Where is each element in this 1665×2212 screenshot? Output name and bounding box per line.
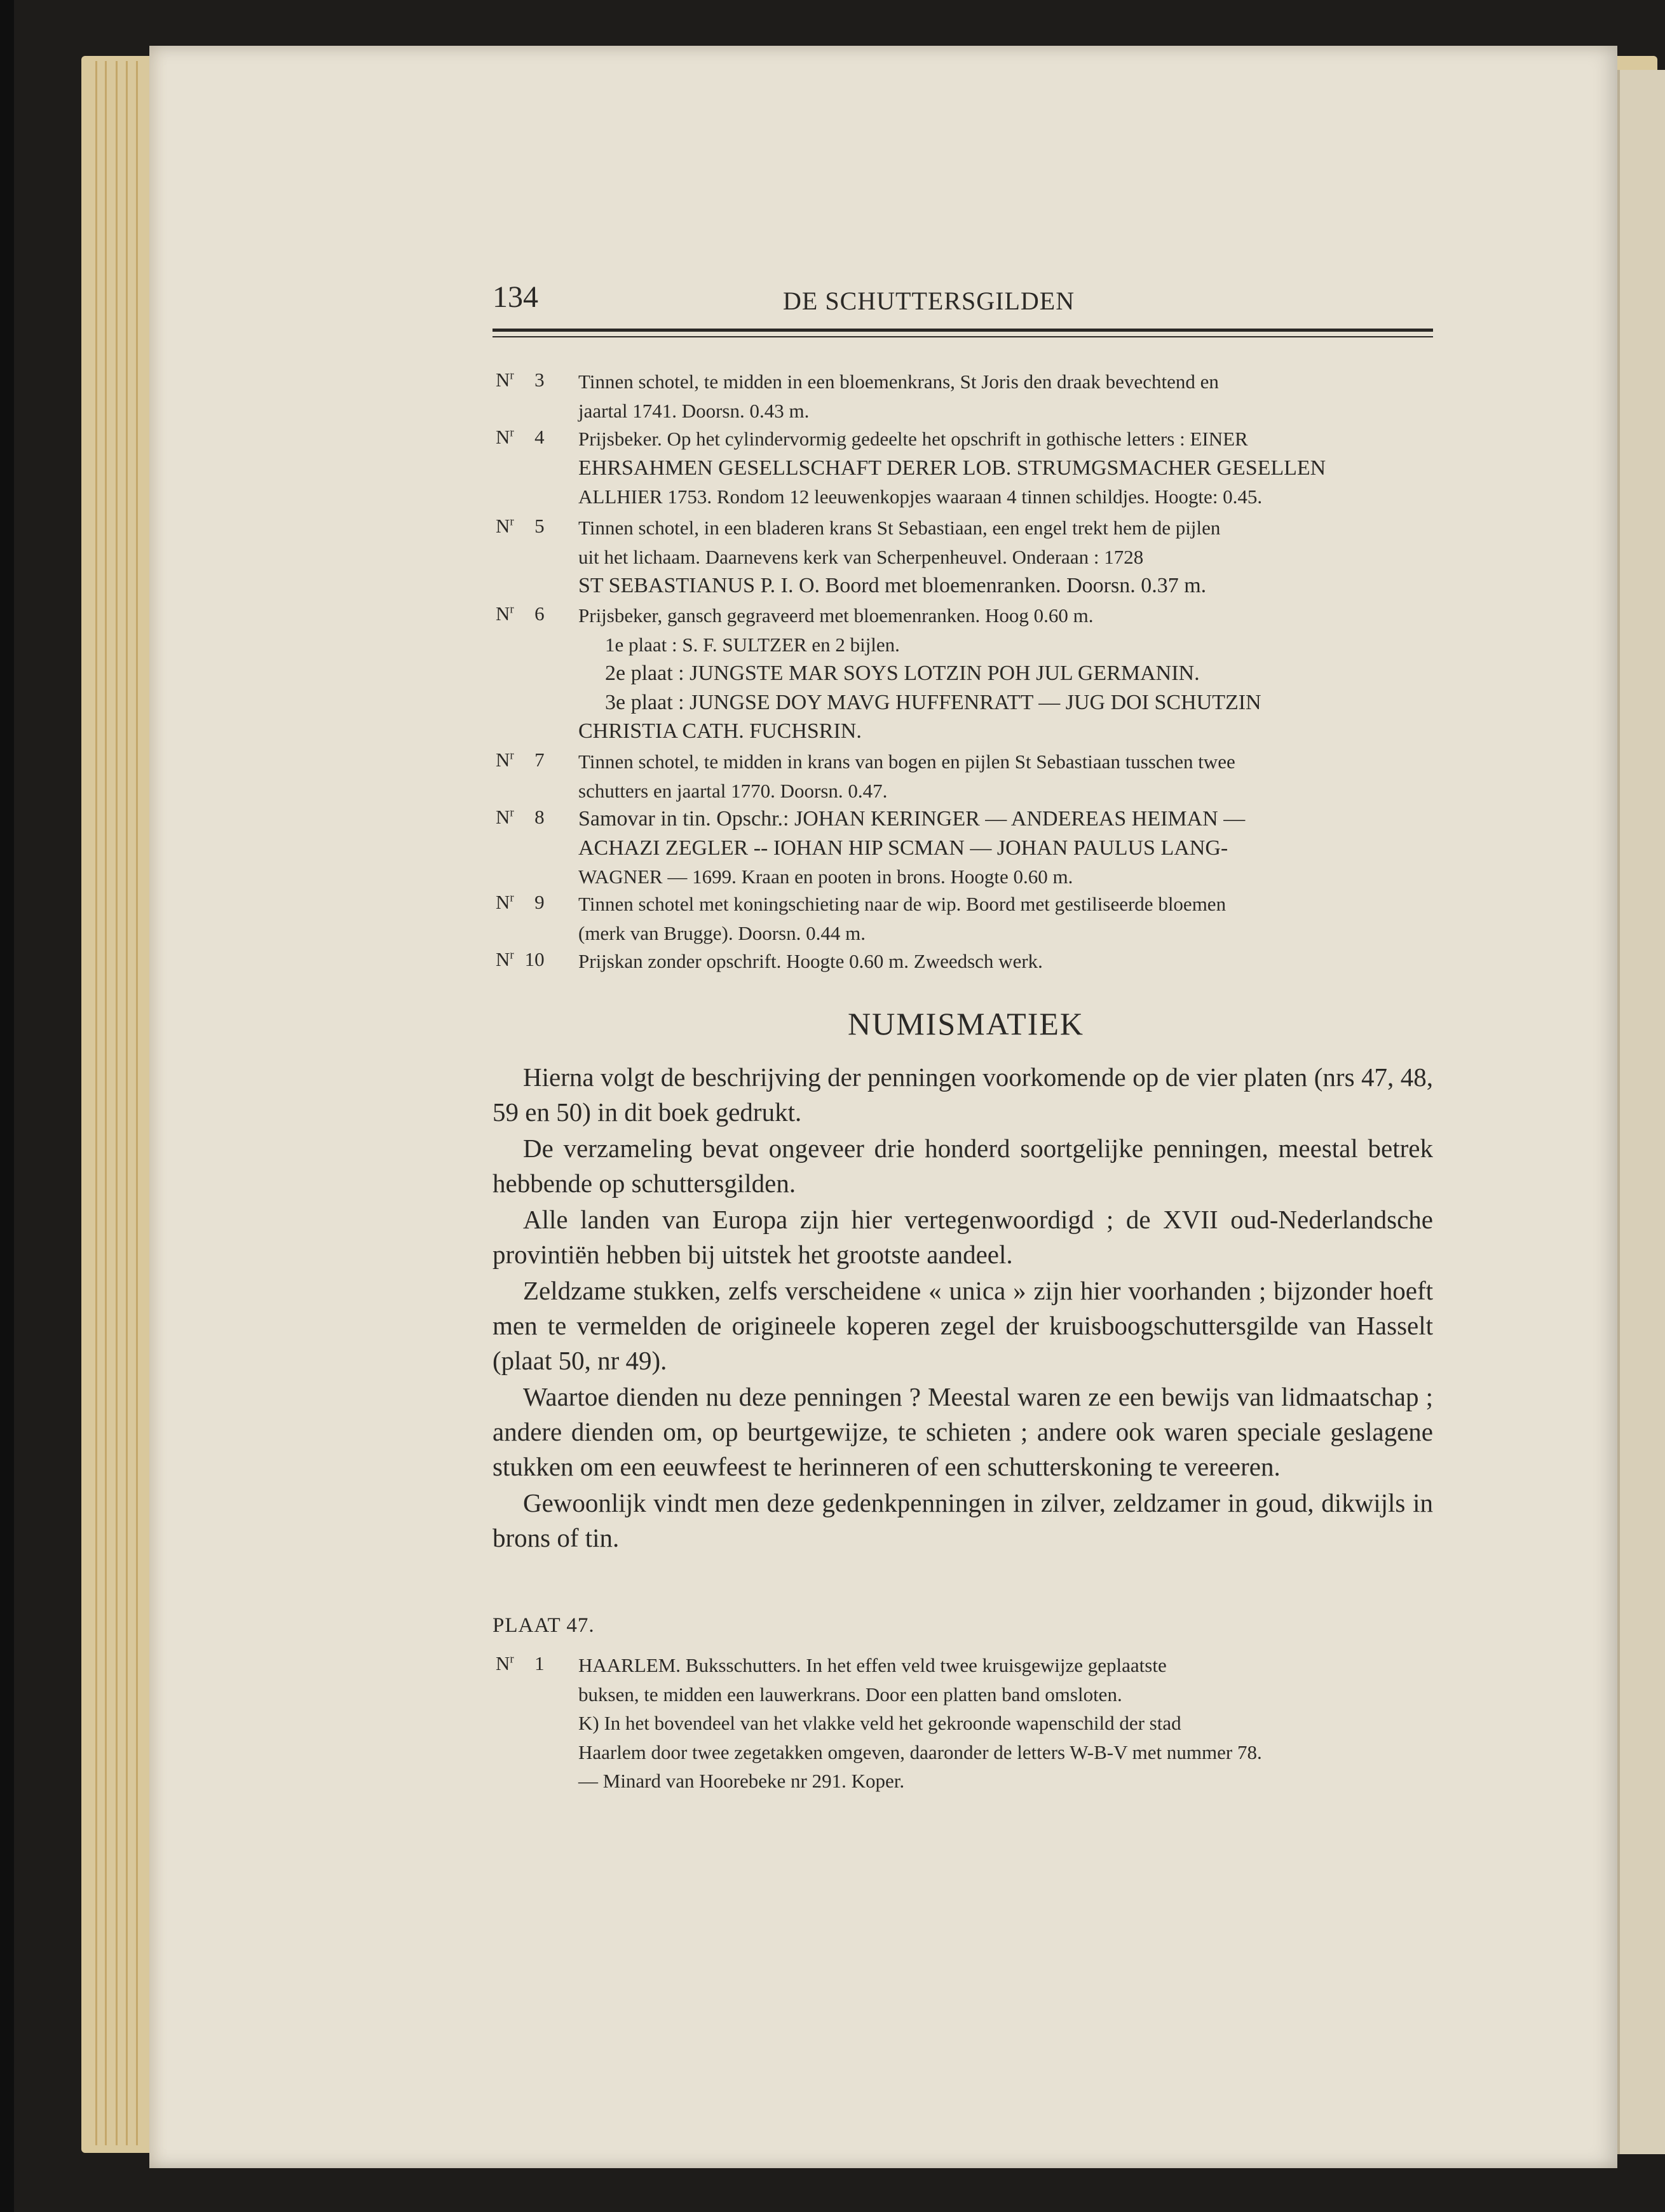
page-edge [126, 61, 128, 2145]
page-edge [116, 61, 118, 2145]
item-description: Samovar in tin. Opschr.: JOHAN KERINGER — ANDEREAS HEIMAN — ACHAZI ZEGLER -- IOHAN HIP SCMAN — JOHAN PAULUS LANG- WAGNER — 1699. Kraan en pooten in brons. Hoogte 0.60 m. [578, 807, 1246, 888]
page-edge [95, 61, 97, 2145]
page-number: 134 [493, 280, 538, 314]
item-description: HAARLEM. Buksschutters. In het effen veld twee kruisgewijze geplaatste buksen, te midden een lauwerkrans. Door een platten band omsloten. K) In het bovendeel van het vlakke veld het gekroonde wapenschild der stad Haarlem door twee zegetakken omgeven, daaronder de letters W-B-V met nummer 78. — Minard van Hoorebeke nr 291. Koper. [578, 1654, 1262, 1792]
item-number: $N^r$ 7 [496, 749, 545, 771]
item-description: Prijsbeker. Op het cylindervormig gedeelte het opschrift in gothische letters : EINER EHRSAHMEN GESELLSCHAFT DERER LOB. STRUMGSMACHER GESELLEN ALLHIER 1753. Rondom 12 leeuwenkopjes waaraan 4 tinnen schildjes. Hoogte: 0.45. [578, 428, 1326, 508]
header-rule-thick [493, 329, 1433, 332]
item-number: $N^r$ 4 [496, 426, 545, 448]
item-description: Tinnen schotel, in een bladeren krans St Sebastiaan, een engel trekt hem de pijlen uit het lichaam. Daarnevens kerk van Scherpenheuvel. Onderaan : 1728 ST SEBASTIANUS P. I. O. Boord met bloemenranken. Doorsn. 0.37 m. [578, 517, 1221, 597]
item-description: Tinnen schotel, te midden in een bloemenkrans, St Joris den draak bevechtend en jaartal 1741. Doorsn. 0.43 m. [578, 370, 1219, 422]
facing-page-edge [1617, 70, 1665, 2154]
scanner-edge [0, 0, 14, 2212]
plate-label: PLAAT 47. [493, 1614, 595, 1637]
header-rule-thin [493, 336, 1433, 337]
item-number: $N^r$ 10 [496, 948, 545, 970]
item-number: $N^r$ 9 [496, 891, 545, 913]
running-header-title: DE SCHUTTERSGILDEN [783, 287, 1075, 315]
item-number: $N^r$ 8 [496, 806, 545, 828]
page-edge [136, 61, 138, 2145]
item-description: Tinnen schotel, te midden in krans van bogen en pijlen St Sebastiaan tusschen twee schutters en jaartal 1770. Doorsn. 0.47. [578, 750, 1235, 802]
page-edge [105, 61, 107, 2145]
section-heading: NUMISMATIEK [848, 1006, 1084, 1042]
paragraph: Gewoonlijk vindt men deze gedenkpenningen in zilver, zeldzamer in goud, dikwijls in brons of tin. [493, 1488, 1433, 1552]
paragraph: Waartoe dienden nu deze penningen ? Meestal waren ze een bewijs van lidmaatschap ; andere dienden om, op beurtgewijze, te schieten ; andere ook waren speciale geslagene stukken om een eeuwfeest te herinneren of een schutterskoning te vereeren. [493, 1382, 1433, 1481]
paragraph: Hierna volgt de beschrijving der penningen voorkomende op de vier platen (nrs 47, 48, 59 en 50) in dit boek gedrukt. [493, 1062, 1433, 1127]
paragraph: Alle landen van Europa zijn hier vertegenwoordigd ; de XVII oud-Nederlandsche provintiën hebben bij uitstek het grootste aandeel. [493, 1205, 1433, 1269]
item-number: $N^r$ 6 [496, 602, 545, 625]
section-body [493, 1060, 1433, 1557]
paragraph: De verzameling bevat ongeveer drie honderd soortgelijke penningen, meestal betrek hebbende op schuttersgilden. [493, 1134, 1433, 1198]
paragraph: Zeldzame stukken, zelfs verscheidene « unica » zijn hier voorhanden ; bijzonder hoeft men te vermelden de origineele koperen zegel der kruisboogschuttersgilde van Hasselt (plaat 50, nr 49). [493, 1276, 1433, 1375]
item-number: $N^r$ 5 [496, 515, 545, 537]
item-description: Prijsbeker, gansch gegraveerd met bloemenranken. Hoog 0.60 m. 1e plaat : S. F. SULTZER en 2 bijlen. 2e plaat : JUNGSTE MAR SOYS LOTZIN POH JUL GERMANIN. 3e plaat : JUNGSE DOY MAVG HUFFENRATT — JUG DOI SCHUTZIN CHRISTIA CATH. FUCHSRIN. [578, 604, 1261, 743]
item-description: Prijskan zonder opschrift. Hoogte 0.60 m. Zweedsch werk. [578, 950, 1043, 972]
item-number: $N^r$ 3 [496, 369, 545, 391]
item-description: Tinnen schotel met koningschieting naar de wip. Boord met gestiliseerde bloemen (merk van Brugge). Doorsn. 0.44 m. [578, 893, 1227, 944]
item-number: $N^r$ 1 [496, 1652, 545, 1674]
